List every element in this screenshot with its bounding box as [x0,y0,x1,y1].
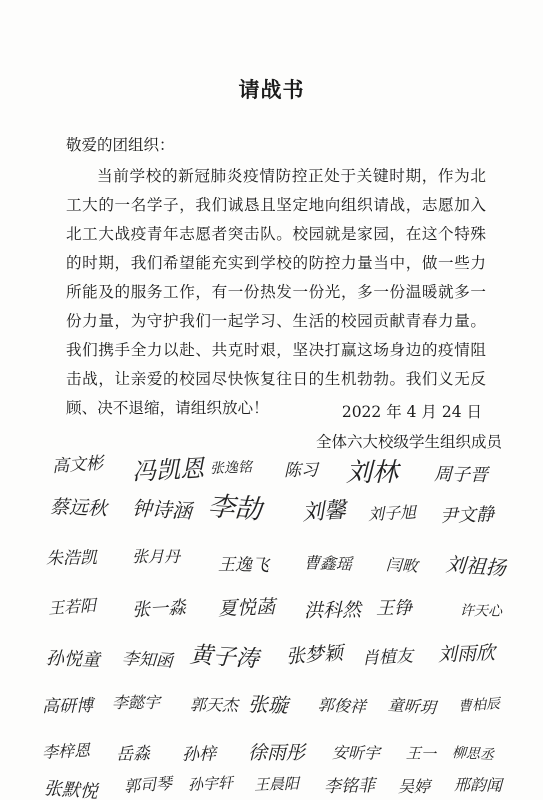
handwritten-signature: 朱浩凯 [45,548,98,569]
handwritten-signature: 周子晋 [433,464,489,486]
handwritten-signature: 洪科然 [303,599,362,622]
handwritten-signature: 王铮 [376,598,412,619]
handwritten-signature: 邢韵闻 [453,775,503,795]
handwritten-signature: 夏悦菡 [217,596,276,620]
handwritten-signature: 李懿宇 [112,693,161,712]
handwritten-signature: 郭司琴 [123,773,173,796]
handwritten-signature: 尹文静 [439,504,495,527]
handwritten-signature: 张月丹 [132,547,181,566]
handwritten-signature: 柳思丞 [451,745,495,764]
handwritten-signature: 徐雨彤 [248,742,306,764]
handwritten-signature: 王若阳 [47,595,97,618]
handwritten-signature: 王一 [405,744,437,764]
handwritten-signature: 高文彬 [51,453,104,477]
handwritten-signature: 王逸飞 [217,555,270,576]
handwritten-signature: 孙梓 [181,744,217,765]
body-paragraph: 当前学校的新冠肺炎疫情防控正处于关键时期，作为北工大的一名学子，我们诚恳且坚定地向组织请战，志愿加入北工大战疫青年志愿者突击队。校园就是家园，在这个特殊的时期，我们希望能充实到学校的防控力量当中，做一些力所能及的服务工作，有一份热发一份光，多一份温暖就多一份力量，为守护我们一起学习、生活的校园贡献青春力量。我们携手全力以赴、共克时艰，坚决打赢这场身边的疫情阻击战，让亲爱的校园尽快恢复往日的生机勃勃。我们义无反顾、决不退缩，请组织放心！ [66,167,486,417]
handwritten-signature: 岳淼 [115,743,151,765]
handwritten-signature: 肖植友 [361,646,414,669]
handwritten-signature: 刘祖扬 [445,552,507,581]
handwritten-signature: 李梓恩 [41,740,91,762]
handwritten-signature: 郭天杰 [189,695,239,715]
handwritten-signature: 黄子涛 [188,642,260,673]
handwritten-signature: 刘林 [346,458,399,488]
handwritten-signature: 童昕玥 [387,695,437,718]
handwritten-signature: 张逸铭 [209,459,253,477]
handwritten-signature: 李劼 [206,491,263,526]
handwritten-signature: 郭俊祥 [317,695,367,717]
handwritten-signature: 张默悦 [43,778,99,803]
handwritten-signature: 许天心 [459,603,503,620]
handwritten-signature: 张一淼 [131,597,187,621]
salutation: 敬爱的团组织： [66,136,175,154]
handwritten-signature: 陈习 [283,460,319,481]
date-line: 2022 年 4 月 24 日 [341,403,482,421]
handwritten-signature: 李铭菲 [323,776,376,797]
handwritten-signature: 吴婷 [398,777,431,796]
handwritten-signature: 蔡远秋 [49,496,108,520]
handwritten-signature: 刘雨欣 [437,642,496,666]
handwritten-signature: 孙悦童 [45,648,101,671]
handwritten-signature: 冯凯恩 [131,454,205,486]
handwritten-signature: 闫畋 [385,555,419,576]
handwritten-signature: 孙宇轩 [187,773,234,794]
handwritten-signature: 李知函 [121,649,174,672]
handwritten-signature: 刘馨 [301,497,347,526]
document-title: 请战书 [238,77,305,102]
handwritten-signature: 张梦颖 [285,642,344,668]
signature-area [40,450,510,803]
handwritten-signature: 刘子旭 [367,502,417,524]
handwritten-signature: 安昕宇 [331,743,381,763]
handwritten-signature: 王晨阳 [253,774,300,794]
organization-line: 全体六大校级学生组织成员 [315,433,502,451]
handwritten-signature: 曹鑫瑶 [303,553,353,574]
handwritten-signature: 张璇 [247,692,289,718]
handwritten-signature: 曹柏辰 [457,696,501,715]
handwritten-signature: 高研博 [41,696,94,717]
handwritten-signature: 钟诗涵 [131,496,193,524]
